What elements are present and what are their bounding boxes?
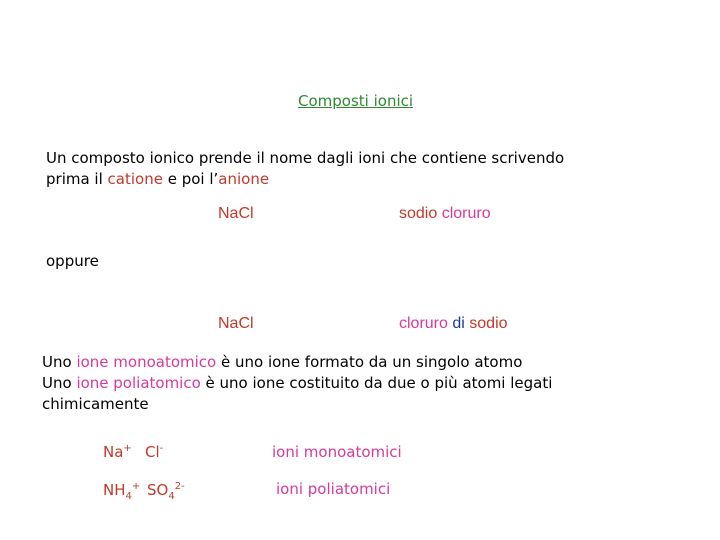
definition-line-3: chimicamente [42,395,149,413]
ion-symbol: NH [103,481,126,499]
name-sodio: sodio [469,315,508,332]
term-ione-monoatomico: ione monoatomico [76,353,217,371]
ion-cl [145,443,163,461]
term-anione: anione [218,170,270,188]
name-cloruro: cloruro [441,205,491,222]
text-segment: prima il [46,170,108,188]
example1-name [399,205,491,223]
ion-charge: 2- [174,481,185,492]
text-segment: e poi l’ [162,170,219,188]
ion-symbol: Cl [145,443,160,461]
text-segment: è uno ione costituito da due o più atomi legati [200,374,553,392]
name-cloruro: cloruro [399,315,448,332]
example2-name [399,315,508,333]
text-segment: Uno [42,374,77,392]
term-catione: catione [107,170,163,188]
example1-formula: NaCl [218,205,254,222]
ion-nh4 [103,481,140,502]
term-ione-poliatomico: ione poliatomico [76,374,201,392]
ion-symbol: SO [147,481,169,499]
ion-so4 [147,481,185,502]
ion-symbol: Na [103,443,124,461]
ion-subscript: 4 [168,491,175,502]
text-segment: è uno ione formato da un singolo atomo [216,353,523,371]
name-di: di [452,315,465,332]
paragraph-naming-rule [46,148,564,190]
ion-charge: + [131,481,141,492]
label-ioni-poliatomici: ioni poliatomici [276,480,391,498]
page-title: Composti ionici [298,92,414,110]
paragraph-ion-definitions [42,352,552,415]
definition-polyatomic [42,373,552,394]
ion-charge: - [159,443,164,454]
paragraph-line-2 [46,169,564,190]
label-ioni-monoatomici: ioni monoatomici [272,443,402,461]
ion-subscript: 4 [125,491,132,502]
example2-formula: NaCl [218,315,254,332]
oppure-text: oppure [46,252,99,270]
ion-charge: + [123,443,132,454]
name-sodio: sodio [399,205,438,222]
definition-monoatomic [42,352,552,373]
paragraph-line-1: Un composto ionico prende il nome dagli ioni che contiene scrivendo [46,149,565,167]
text-segment: Uno [42,353,77,371]
ion-na [103,443,132,461]
